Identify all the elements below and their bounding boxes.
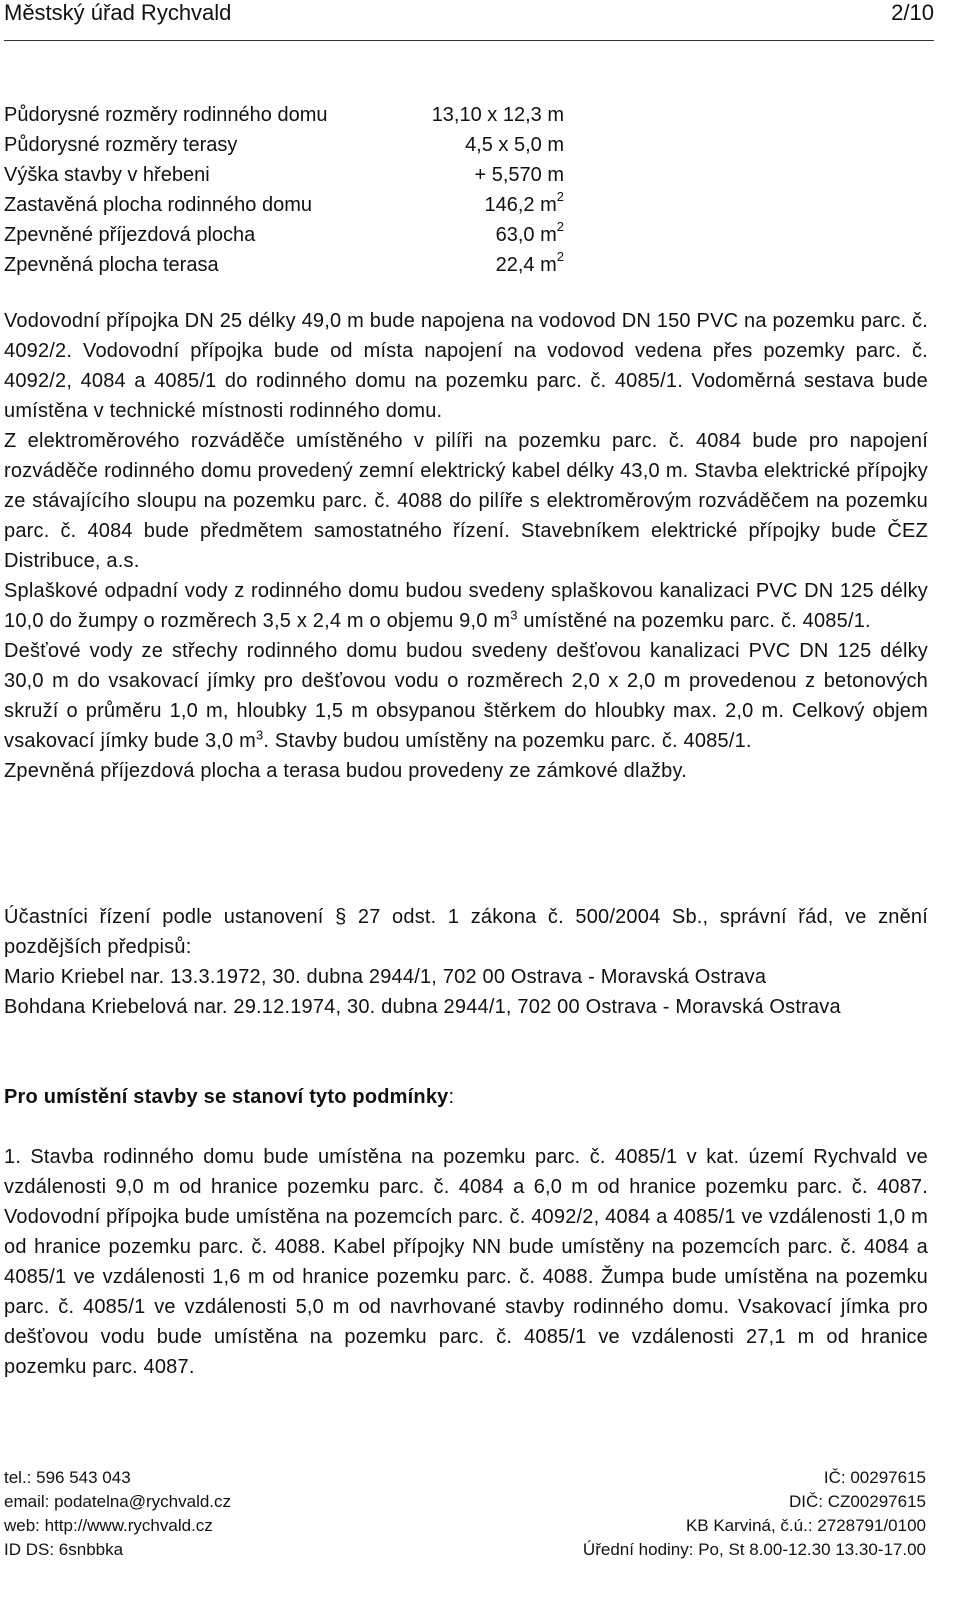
dimension-label: Zpevněné příjezdová plocha (4, 224, 256, 246)
electric-paragraph: Z elektroměrového rozváděče umístěného v pilíři na pozemku parc. č. 4084 bude pro napojení rozváděče rodinného domu provedený zemní elektrický kabel délky 43,0 m. Stavba elektrické přípojky ze stávajícího sloupu na pozemku parc. č. 4088 do pilíře s elektroměrovým rozváděčem na pozemku parc. č. 4084 bude předmětem samostatného řízení. Stavebníkem elektrické přípojky bude ČEZ Distribuce, a.s. (4, 430, 928, 572)
footer-hours: Úřední hodiny: Po, St 8.00-12.30 13.30-17.00 (582, 1540, 926, 1559)
dimension-row (4, 160, 564, 190)
dimension-row (4, 100, 564, 130)
participants-block (4, 902, 928, 1022)
conditions-list (4, 1142, 928, 1382)
dimension-label: Zastavěná plocha rodinného domu (4, 194, 312, 216)
dimension-label: Zpevněná plocha terasa (4, 254, 219, 276)
sewage-paragraph: Splaškové odpadní vody z rodinného domu budou svedeny splaškovou kanalizaci PVC DN 125 délky 10,0 do žumpy o rozměrech 3,5 x 2,4 m o objemu 9,0 $m^3$ umístěné na pozemku parc. č. 4085/1. (4, 580, 928, 632)
footer-web[interactable]: web: http://www.rychvald.cz (4, 1516, 213, 1535)
description-block (4, 306, 928, 786)
rain-paragraph: Dešťové vody ze střechy rodinného domu budou svedeny dešťovou kanalizaci PVC DN 125 délky 30,0 m do vsakovací jímky pro dešťovou vodu o rozměrech 2,0 x 2,0 m provedenou z betonových skruží o průměru 1,0 m, hloubky 1,5 m obsypanou štěrkem do hloubky max. 2,0 m. Celkový objem vsakovací jímky bude 3,0 $m^3$. Stavby budou umístěny na pozemku parc. č. 4085/1. (4, 640, 928, 752)
dimension-row (4, 250, 564, 280)
page-footer (4, 1466, 926, 1562)
dimension-row (4, 220, 564, 250)
page-number: 2/10 (891, 0, 934, 25)
page-header (4, 0, 934, 41)
footer-tel: tel.: 596 543 043 (4, 1468, 131, 1487)
dimension-row (4, 130, 564, 160)
dimension-value: + 5,570 m (474, 164, 564, 186)
paving-paragraph: Zpevněná příjezdová plocha a terasa budou provedeny ze zámkové dlažby. (4, 760, 687, 782)
dimension-row (4, 190, 564, 220)
conditions-title: Pro umístění stavby se stanoví tyto podmínky (4, 1086, 449, 1108)
dimension-value: 4,5 x 5,0 m (465, 134, 564, 156)
footer-ds: ID DS: 6snbbka (4, 1540, 124, 1559)
dimension-value: 63,0 $m^2$ (495, 219, 564, 246)
office-title: Městský úřad Rychvald (4, 0, 232, 25)
dimension-label: Půdorysné rozměry terasy (4, 134, 238, 156)
dimension-value: 146,2 $m^2$ (484, 189, 564, 216)
footer-bank: KB Karviná, č.ú.: 2728791/0100 (685, 1516, 926, 1535)
participants-intro: Účastníci řízení podle ustanovení § 27 odst. 1 zákona č. 500/2004 Sb., správní řád, ve znění pozdějších předpisů: (4, 906, 928, 958)
conditions-heading: Pro umístění stavby se stanoví tyto podmínky: (4, 1086, 455, 1108)
dimension-value: 22,4 $m^2$ (495, 249, 564, 276)
dimension-value: 13,10 x 12,3 m (431, 104, 564, 126)
condition-item-1: 1. Stavba rodinného domu bude umístěna na pozemku parc. č. 4085/1 v kat. území Rychvald ve vzdálenosti 9,0 m od hranice pozemku parc. č. 4084 a 6,0 m od hranice pozemku parc. č. 4087. Vodovodní přípojka bude umístěna na pozemcích parc. č. 4092/2, 4084 a 4085/1 ve vzdálenosti 1,0 m od hranice pozemku parc. č. 4088. Kabel přípojky NN bude umístěny na pozemcích parc. č. 4084 a 4085/1 ve vzdálenosti 1,6 m od hranice pozemku parc. č. 4088. Žumpa bude umístěna na pozemku parc. č. 4085/1 ve vzdálenosti 5,0 m od navrhované stavby rodinného domu. Vsakovací jímka pro dešťovou vodu bude umístěna na pozemku parc. č. 4085/1 ve vzdálenosti 27,1 m od hranice pozemku parc. 4087. (4, 1146, 928, 1378)
footer-dic: DIČ: CZ00297615 (788, 1492, 926, 1511)
participant-1: Mario Kriebel nar. 13.3.1972, 30. dubna 2944/1, 702 00 Ostrava - Moravská Ostrava (4, 966, 767, 988)
participant-2: Bohdana Kriebelová nar. 29.12.1974, 30. dubna 2944/1, 702 00 Ostrava - Moravská Ostrava (4, 996, 841, 1018)
water-paragraph: Vodovodní přípojka DN 25 délky 49,0 m bude napojena na vodovod DN 150 PVC na pozemku parc. č. 4092/2. Vodovodní přípojka bude od místa napojení na vodovod vedena přes pozemky parc. č. 4092/2, 4084 a 4085/1 do rodinného domu na pozemku parc. č. 4085/1. Vodoměrná sestava bude umístěna v technické místnosti rodinného domu. (4, 310, 928, 422)
footer-email[interactable]: email: podatelna@rychvald.cz (4, 1492, 232, 1511)
dimensions-table (4, 100, 564, 280)
dimension-label: Výška stavby v hřebeni (4, 164, 210, 186)
footer-ic: IČ: 00297615 (823, 1468, 926, 1487)
dimension-label: Půdorysné rozměry rodinného domu (4, 104, 328, 126)
